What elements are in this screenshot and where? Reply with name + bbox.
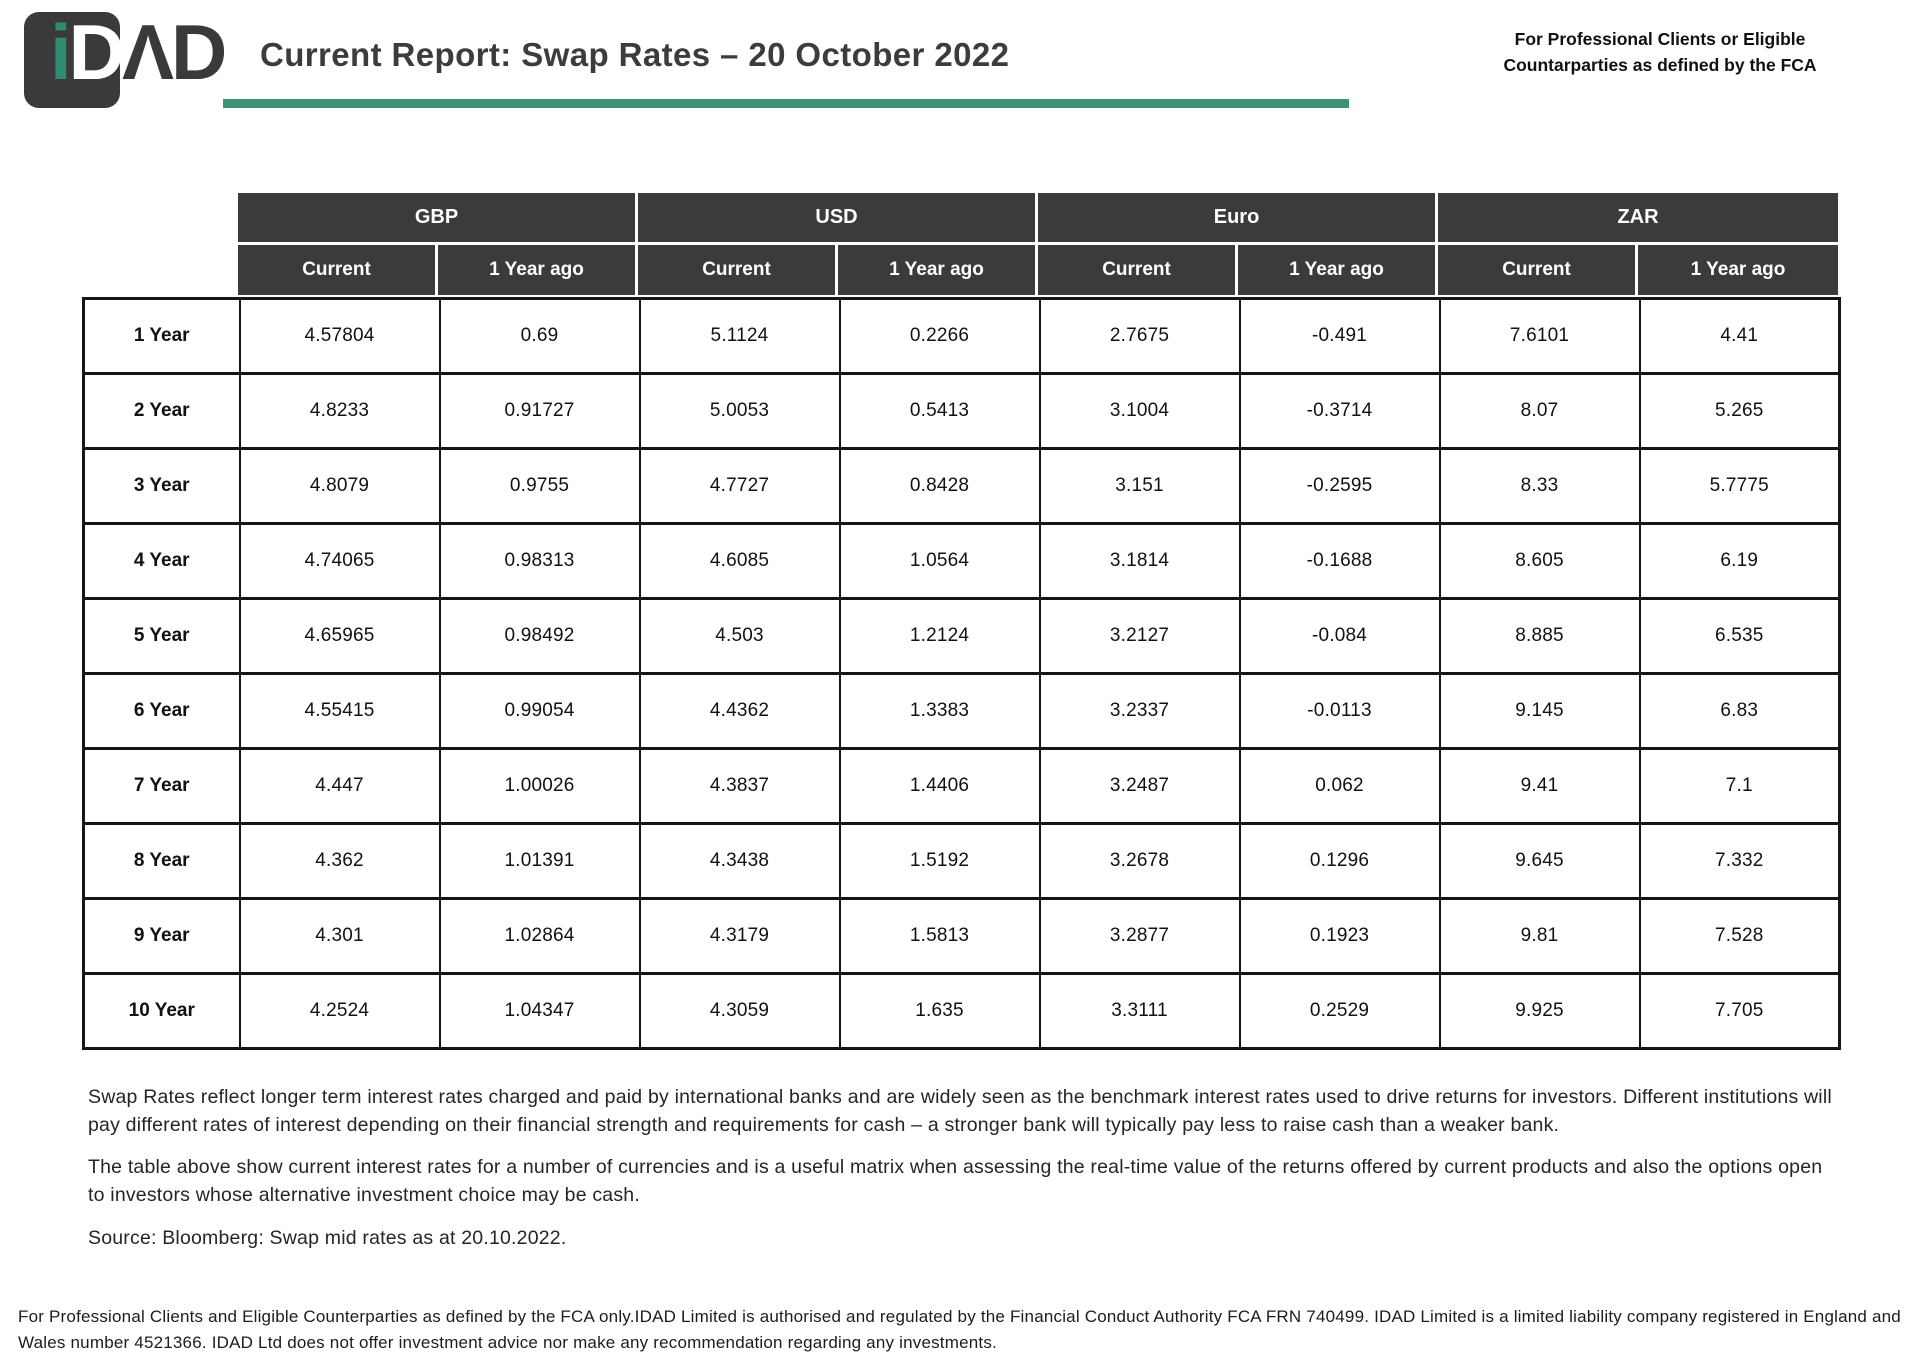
rate-value-cell: 7.705 xyxy=(1640,974,1840,1049)
rate-value-cell: 0.1923 xyxy=(1240,899,1440,974)
rate-value-cell: -0.2595 xyxy=(1240,449,1440,524)
row-label: 6 Year xyxy=(84,674,240,749)
table-row xyxy=(84,974,1840,1049)
row-label: 1 Year xyxy=(84,299,240,374)
row-label: 3 Year xyxy=(84,449,240,524)
group-header-gbp: GBP xyxy=(238,193,638,245)
swap-rates-description: Swap Rates reflect longer term interest rates charged and paid by international banks and are widely seen as the benchmark interest rates used to drive returns for investors. Different institutions will pay different rates of interest depending on their financial strength and requirements for cash – a stronger bank will typically pay less to raise cash than a weaker bank. xyxy=(88,1086,1832,1136)
row-label: 4 Year xyxy=(84,524,240,599)
rate-value-cell: 8.605 xyxy=(1440,524,1640,599)
rate-value-cell: 5.265 xyxy=(1640,374,1840,449)
rate-value-cell: 1.01391 xyxy=(440,824,640,899)
regulatory-footer: For Professional Clients and Eligible Counterparties as defined by the FCA only.IDAD Limited is authorised and regulated by the Financial Conduct Authority FCA FRN 740499. IDAD Limited is a limited liability company registered in England and Wales number 4521366. IDAD Ltd does not offer investment advice nor make any recommendation regarding any investments. xyxy=(18,1307,1901,1353)
corner-cell xyxy=(82,193,238,245)
rate-value-cell: 3.2127 xyxy=(1040,599,1240,674)
rate-value-cell: 8.885 xyxy=(1440,599,1640,674)
rate-value-cell: 0.1296 xyxy=(1240,824,1440,899)
rate-value-cell: 3.151 xyxy=(1040,449,1240,524)
rate-value-cell: 1.4406 xyxy=(840,749,1040,824)
corner-cell xyxy=(82,245,238,295)
row-label: 8 Year xyxy=(84,824,240,899)
rate-value-cell: 4.41 xyxy=(1640,299,1840,374)
rate-value-cell: 9.145 xyxy=(1440,674,1640,749)
logo-letter-i: i xyxy=(50,8,69,96)
rate-value-cell: 6.535 xyxy=(1640,599,1840,674)
idad-logo-wordmark xyxy=(50,4,224,100)
rate-value-cell: 4.65965 xyxy=(240,599,440,674)
rate-value-cell: 1.04347 xyxy=(440,974,640,1049)
row-label: 9 Year xyxy=(84,899,240,974)
rate-value-cell: 1.5192 xyxy=(840,824,1040,899)
rate-value-cell: 4.2524 xyxy=(240,974,440,1049)
rate-value-cell: 4.4362 xyxy=(640,674,840,749)
rate-value-cell: 7.6101 xyxy=(1440,299,1640,374)
rate-value-cell: 0.98313 xyxy=(440,524,640,599)
col-header-euro-current: Current xyxy=(1038,245,1238,295)
rate-value-cell: -0.491 xyxy=(1240,299,1440,374)
rate-value-cell: 0.8428 xyxy=(840,449,1040,524)
col-header-gbp-1yr: 1 Year ago xyxy=(438,245,638,295)
rate-value-cell: 5.7775 xyxy=(1640,449,1840,524)
rate-value-cell: 4.74065 xyxy=(240,524,440,599)
rate-value-cell: 3.2678 xyxy=(1040,824,1240,899)
rate-value-cell: 1.5813 xyxy=(840,899,1040,974)
logo-letter-d: D xyxy=(68,8,123,96)
rate-value-cell: 5.0053 xyxy=(640,374,840,449)
rate-value-cell: 4.55415 xyxy=(240,674,440,749)
rate-value-cell: 0.2529 xyxy=(1240,974,1440,1049)
rate-value-cell: 4.8079 xyxy=(240,449,440,524)
rate-value-cell: 1.3383 xyxy=(840,674,1040,749)
idad-logo xyxy=(24,8,264,110)
rate-value-cell: 9.41 xyxy=(1440,749,1640,824)
rate-value-cell: 3.2487 xyxy=(1040,749,1240,824)
table-row xyxy=(84,299,1840,374)
table-row xyxy=(84,524,1840,599)
rate-value-cell: 7.332 xyxy=(1640,824,1840,899)
table-row xyxy=(84,374,1840,449)
page-title: Current Report: Swap Rates – 20 October 2022 xyxy=(260,36,1010,73)
rate-value-cell: 6.19 xyxy=(1640,524,1840,599)
rate-value-cell: 4.3438 xyxy=(640,824,840,899)
fca-note-line1: For Professional Clients or Eligible xyxy=(1514,29,1806,49)
fca-eligibility-note xyxy=(1455,26,1865,79)
rate-value-cell: 2.7675 xyxy=(1040,299,1240,374)
group-header-zar: ZAR xyxy=(1438,193,1838,245)
rate-value-cell: 9.645 xyxy=(1440,824,1640,899)
col-header-gbp-current: Current xyxy=(238,245,438,295)
rate-value-cell: 0.91727 xyxy=(440,374,640,449)
rate-value-cell: 0.9755 xyxy=(440,449,640,524)
row-label: 2 Year xyxy=(84,374,240,449)
fca-note-line2: Countarparties as defined by the FCA xyxy=(1503,55,1817,76)
currency-group-row xyxy=(82,193,1838,245)
rate-value-cell: 0.69 xyxy=(440,299,640,374)
rate-value-cell: 4.301 xyxy=(240,899,440,974)
rate-value-cell: -0.084 xyxy=(1240,599,1440,674)
rate-value-cell: 6.83 xyxy=(1640,674,1840,749)
rate-value-cell: 4.8233 xyxy=(240,374,440,449)
rate-value-cell: 4.503 xyxy=(640,599,840,674)
row-label: 5 Year xyxy=(84,599,240,674)
col-header-zar-1yr: 1 Year ago xyxy=(1638,245,1838,295)
rate-value-cell: 7.1 xyxy=(1640,749,1840,824)
rate-value-cell: 4.362 xyxy=(240,824,440,899)
row-label: 10 Year xyxy=(84,974,240,1049)
rate-value-cell: 3.1814 xyxy=(1040,524,1240,599)
rate-value-cell: 5.1124 xyxy=(640,299,840,374)
rate-value-cell: 4.7727 xyxy=(640,449,840,524)
rate-value-cell: 0.062 xyxy=(1240,749,1440,824)
rate-value-cell: 0.99054 xyxy=(440,674,640,749)
rate-value-cell: 0.2266 xyxy=(840,299,1040,374)
rate-value-cell: 9.925 xyxy=(1440,974,1640,1049)
table-row xyxy=(84,674,1840,749)
rate-value-cell: 4.57804 xyxy=(240,299,440,374)
rate-value-cell: 1.0564 xyxy=(840,524,1040,599)
logo-letters-ad: ΛD xyxy=(122,8,225,96)
col-header-usd-current: Current xyxy=(638,245,838,295)
rate-value-cell: 8.07 xyxy=(1440,374,1640,449)
rate-value-cell: 3.2877 xyxy=(1040,899,1240,974)
table-row xyxy=(84,824,1840,899)
swap-rates-table xyxy=(82,193,1840,1050)
rate-value-cell: -0.1688 xyxy=(1240,524,1440,599)
col-header-usd-1yr: 1 Year ago xyxy=(838,245,1038,295)
col-header-zar-current: Current xyxy=(1438,245,1638,295)
group-header-usd: USD xyxy=(638,193,1038,245)
table-usage-description: The table above show current interest rates for a number of currencies and is a useful matrix when assessing the real-time value of the returns offered by current products and also the options open to investors whose alternative investment choice may be cash. xyxy=(88,1156,1823,1207)
rate-value-cell: 3.1004 xyxy=(1040,374,1240,449)
rate-value-cell: 8.33 xyxy=(1440,449,1640,524)
swap-rates-table-body xyxy=(82,297,1841,1050)
rate-value-cell: 4.3837 xyxy=(640,749,840,824)
rate-value-cell: -0.0113 xyxy=(1240,674,1440,749)
rate-value-cell: -0.3714 xyxy=(1240,374,1440,449)
sub-header-row xyxy=(82,245,1838,295)
rate-value-cell: 4.3179 xyxy=(640,899,840,974)
rate-value-cell: 9.81 xyxy=(1440,899,1640,974)
table-row xyxy=(84,449,1840,524)
table-row xyxy=(84,599,1840,674)
row-label: 7 Year xyxy=(84,749,240,824)
rate-value-cell: 1.635 xyxy=(840,974,1040,1049)
col-header-euro-1yr: 1 Year ago xyxy=(1238,245,1438,295)
rate-value-cell: 7.528 xyxy=(1640,899,1840,974)
rate-value-cell: 1.02864 xyxy=(440,899,640,974)
rate-value-cell: 0.98492 xyxy=(440,599,640,674)
swap-rates-table-header xyxy=(82,193,1838,295)
table-row xyxy=(84,899,1840,974)
notes-section xyxy=(88,1084,1840,1267)
rate-value-cell: 1.00026 xyxy=(440,749,640,824)
rate-value-cell: 1.2124 xyxy=(840,599,1040,674)
rate-value-cell: 3.3111 xyxy=(1040,974,1240,1049)
group-header-euro: Euro xyxy=(1038,193,1438,245)
rate-value-cell: 4.6085 xyxy=(640,524,840,599)
rate-value-cell: 4.3059 xyxy=(640,974,840,1049)
source-line: Source: Bloomberg: Swap mid rates as at 20.10.2022. xyxy=(88,1226,567,1249)
rate-value-cell: 4.447 xyxy=(240,749,440,824)
table-row xyxy=(84,749,1840,824)
rate-value-cell: 3.2337 xyxy=(1040,674,1240,749)
rate-value-cell: 0.5413 xyxy=(840,374,1040,449)
title-underline xyxy=(223,99,1349,108)
